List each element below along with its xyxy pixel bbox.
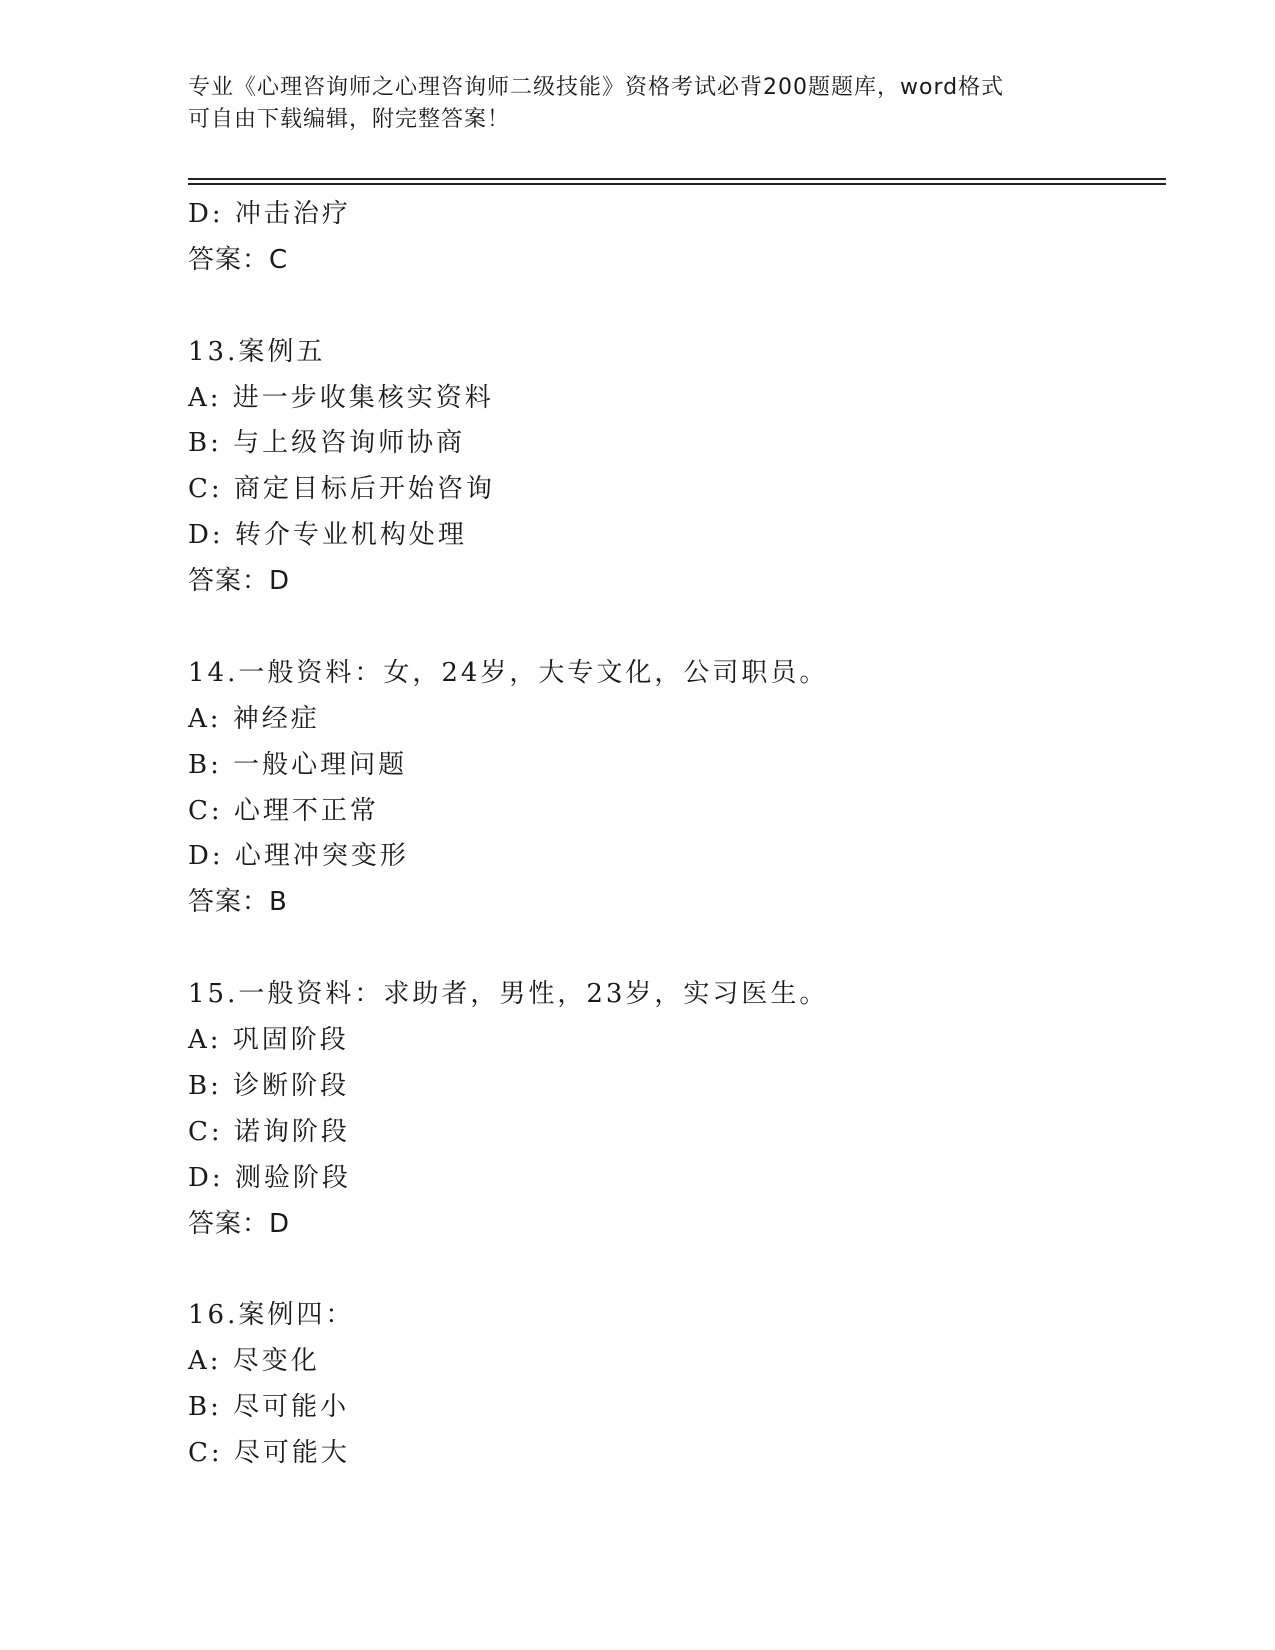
question-stem-14: 14.一般资料：女，24岁，大专文化，公司职员。 — [188, 657, 829, 688]
option-c: C: 心理不正常 — [188, 795, 379, 826]
option-b: B: 尽可能小 — [188, 1392, 350, 1423]
header-rule-top — [188, 178, 1166, 180]
spacer — [188, 605, 1168, 651]
option-d: D: 冲击治疗 — [188, 199, 351, 229]
question-stem-15: 15.一般资料：求助者，男性，23岁，实习医生。 — [188, 979, 829, 1010]
document-header — [188, 72, 1088, 136]
question-stem-13: 13.案例五 — [188, 336, 326, 367]
option-d: D: 转介专业机构处理 — [188, 520, 467, 551]
option-a: A: 巩固阶段 — [188, 1025, 349, 1056]
option-a: A: 尽变化 — [188, 1346, 320, 1377]
question-stem-16: 16.案例四： — [188, 1300, 355, 1331]
answer: 答案：D — [188, 1208, 291, 1239]
header-line-2: 可自由下载编辑，附完整答案！ — [188, 107, 511, 132]
option-a: A: 神经症 — [188, 703, 320, 734]
option-c: C: 商定目标后开始咨询 — [188, 474, 495, 505]
header-line-1: 专业《心理咨询师之心理咨询师二级技能》资格考试必背200题题库，word格式 — [188, 75, 1005, 100]
answer: 答案：D — [188, 566, 291, 597]
spacer — [188, 1247, 1168, 1293]
spacer — [188, 926, 1168, 972]
answer: 答案：C — [188, 244, 289, 275]
option-c: C: 诺询阶段 — [188, 1116, 350, 1147]
option-b: B: 与上级咨询师协商 — [188, 428, 466, 459]
spacer — [188, 284, 1168, 330]
option-d: D: 测验阶段 — [188, 1162, 351, 1193]
option-b: B: 一般心理问题 — [188, 749, 408, 780]
option-c: C: 尽可能大 — [188, 1438, 350, 1469]
option-a: A: 进一步收集核实资料 — [188, 382, 494, 413]
header-rule-bottom — [188, 183, 1166, 185]
option-b: B: 诊断阶段 — [188, 1070, 350, 1101]
answer: 答案：B — [188, 887, 288, 918]
document-body — [188, 192, 1168, 1477]
option-d: D: 心理冲突变形 — [188, 841, 409, 872]
